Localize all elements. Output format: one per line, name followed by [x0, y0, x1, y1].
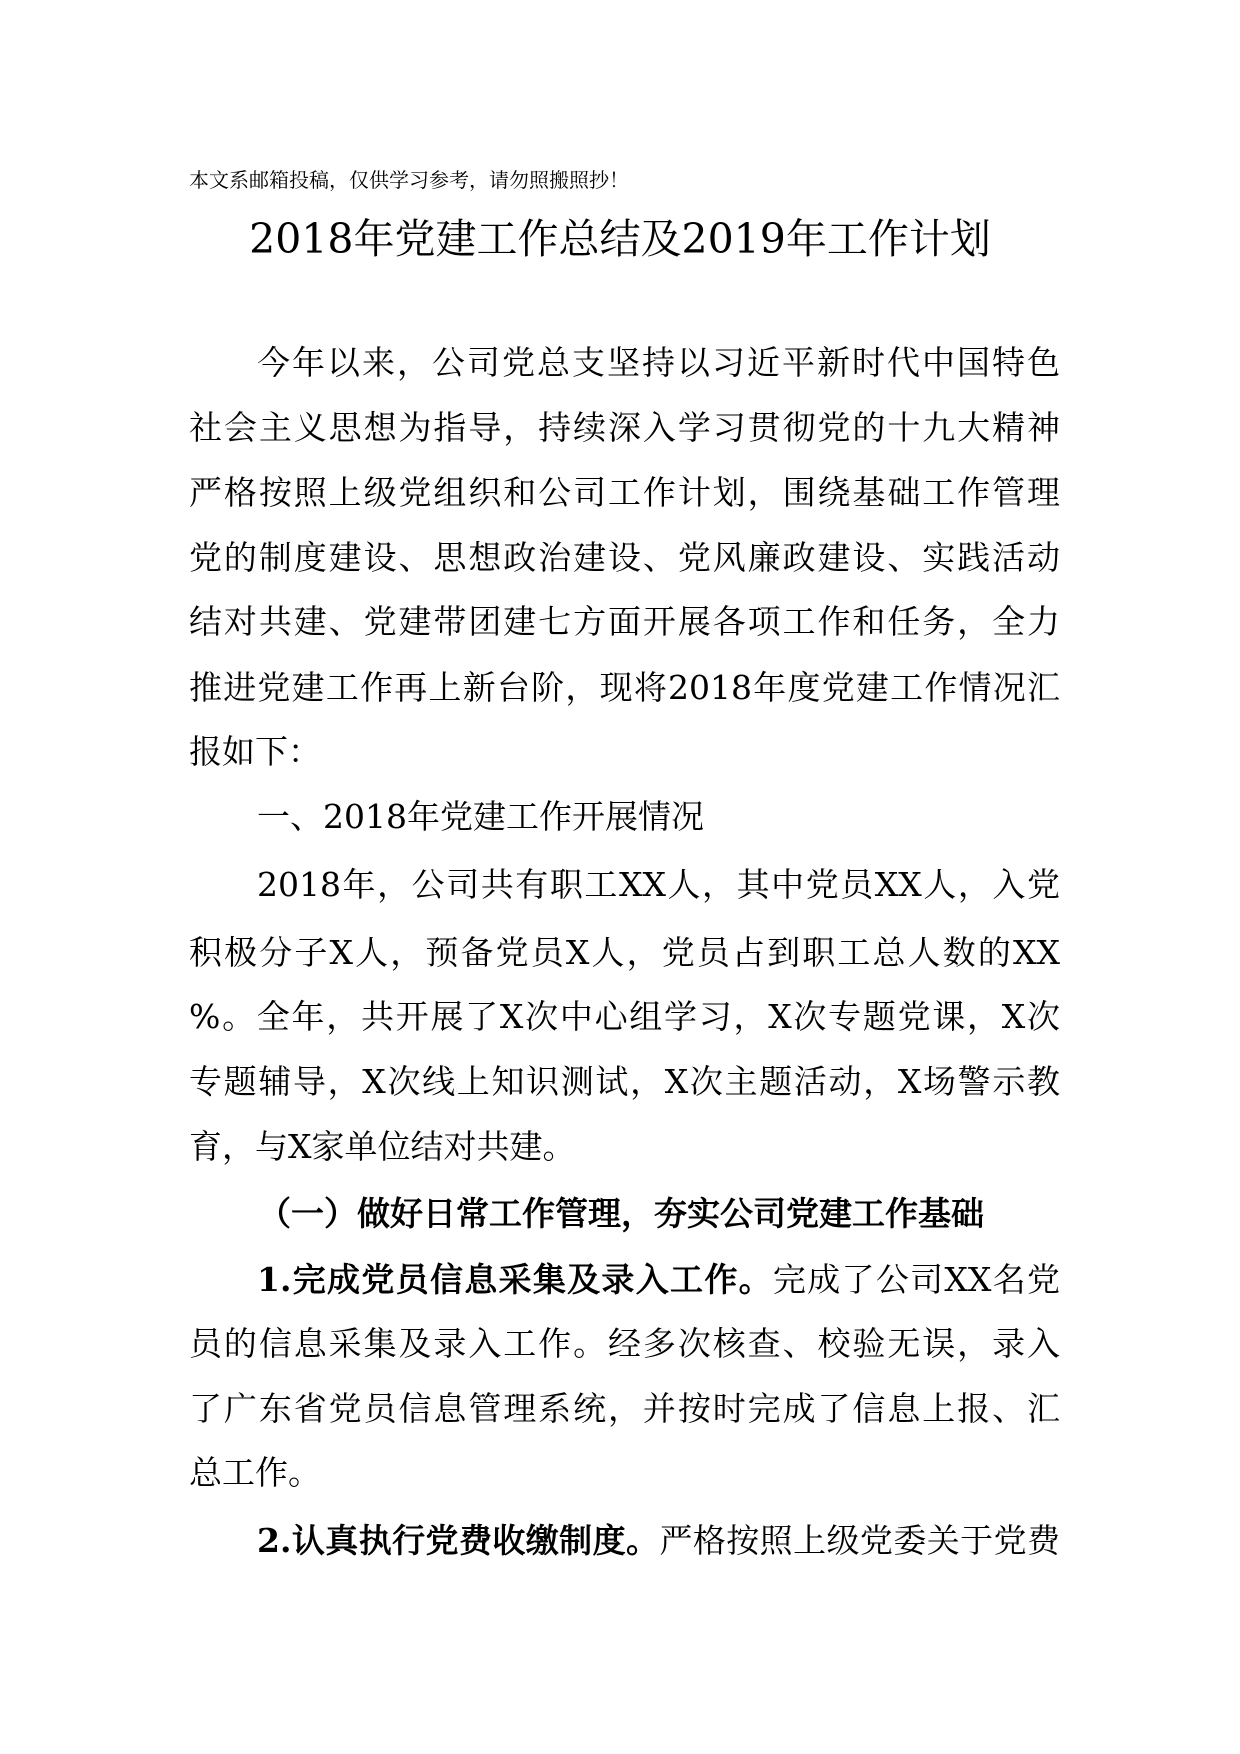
document-title: 2018年党建工作总结及2019年工作计划 — [249, 215, 991, 263]
paragraph-line: 严格按照上级党组织和公司工作计划，围绕基础工作管理 — [189, 473, 1060, 512]
paragraph-line: 了广东省党员信息管理系统，并按时完成了信息上报、汇 — [189, 1389, 1060, 1428]
item-2-title: 2.认真执行党费收缴制度。 — [257, 1521, 660, 1560]
item-1-text: 完成了公司XX名党 — [772, 1260, 1060, 1299]
paragraph-line: 今年以来，公司党总支坚持以习近平新时代中国特色 — [257, 343, 1060, 382]
paragraph-line: 结对共建、党建带团建七方面开展各项工作和任务，全力 — [189, 602, 1060, 641]
paragraph-line: 专题辅导，X次线上知识测试，X次主题活动，X场警示教 — [189, 1062, 1060, 1101]
disclaimer-note: 本文系邮箱投稿，仅供学习参考，请勿照搬照抄！ — [189, 168, 629, 192]
section-heading: 一、2018年党建工作开展情况 — [257, 797, 704, 836]
item-2-text: 严格按照上级党委关于党费 — [659, 1521, 1061, 1560]
item-1-title: 1.完成党员信息采集及录入工作。 — [257, 1260, 773, 1299]
paragraph-line: 员的信息采集及录入工作。经多次核查、校验无误，录入 — [189, 1324, 1060, 1363]
item-2-line — [257, 1521, 1060, 1561]
paragraph-line: %。全年，共开展了X次中心组学习，X次专题党课，X次 — [189, 997, 1060, 1036]
item-1-line — [257, 1260, 1060, 1300]
subsection-heading: （一）做好日常工作管理，夯实公司党建工作基础 — [258, 1194, 984, 1233]
paragraph-line: 育，与X家单位结对共建。 — [189, 1127, 576, 1166]
paragraph-line: 社会主义思想为指导，持续深入学习贯彻党的十九大精神 — [189, 408, 1060, 447]
paragraph-line: 报如下： — [189, 732, 321, 771]
paragraph-line: 2018年，公司共有职工XX人，其中党员XX人，入党 — [257, 865, 1060, 904]
paragraph-line: 推进党建工作再上新台阶，现将2018年度党建工作情况汇 — [189, 668, 1060, 707]
paragraph-line: 总工作。 — [189, 1453, 321, 1492]
paragraph-line: 党的制度建设、思想政治建设、党风廉政建设、实践活动 — [189, 538, 1060, 577]
paragraph-line: 积极分子X人，预备党员X人，党员占到职工总人数的XX — [189, 933, 1060, 972]
